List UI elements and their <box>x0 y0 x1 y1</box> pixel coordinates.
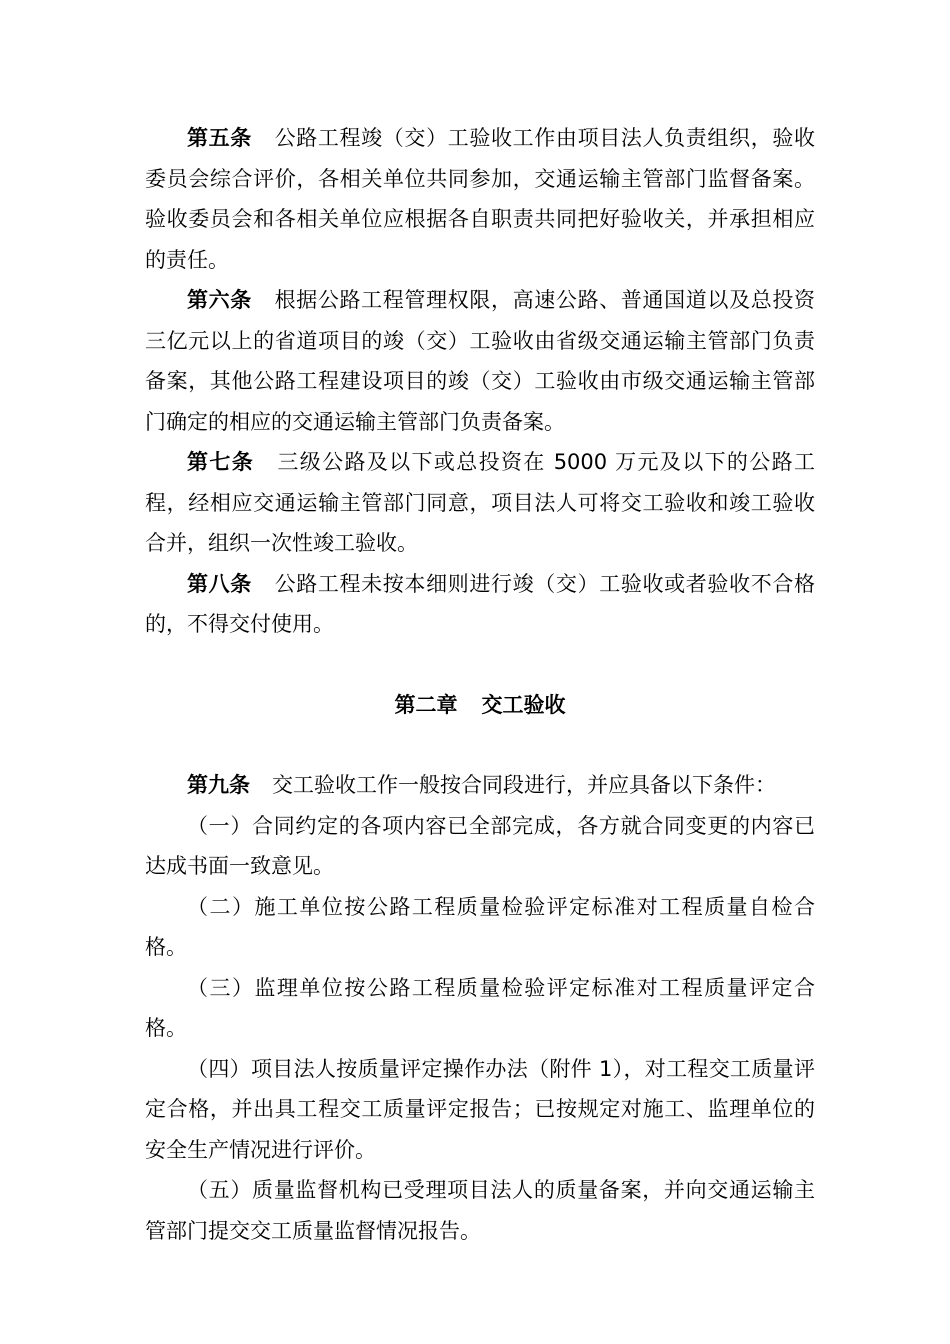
article-text: 交工验收工作一般按合同段进行，并应具备以下条件： <box>272 773 776 797</box>
chapter-heading <box>145 645 815 766</box>
article-8 <box>145 564 815 645</box>
condition-item: （三）监理单位按公路工程质量检验评定标准对工程质量评定合格。 <box>145 975 815 1040</box>
article-text: 公路工程未按本细则进行竣（交）工验收或者验收不合格的，不得交付使用。 <box>145 571 816 636</box>
condition-item: （五）质量监督机构已受理项目法人的质量备案，并向交通运输主管部门提交交工质量监督情况报告。 <box>145 1178 815 1243</box>
article-label: 第八条 <box>187 571 252 596</box>
condition-item: （一）合同约定的各项内容已全部完成，各方就合同变更的内容已达成书面一致意见。 <box>145 813 815 878</box>
article-5 <box>145 118 815 280</box>
article-label: 第七条 <box>187 450 255 474</box>
condition-item: （二）施工单位按公路工程质量检验评定标准对工程质量自检合格。 <box>145 894 815 959</box>
document-page <box>145 118 815 1251</box>
article-text: 根据公路工程管理权限，高速公路、普通国道以及总投资三亿元以上的省道项目的竣（交）工验收由省级交通运输主管部门负责备案，其他公路工程建设项目的竣（交）工验收由市级交通运输主管部门确定的相应的交通运输主管部门负责备案。 <box>145 288 816 434</box>
article-7 <box>145 442 815 564</box>
article-label: 第九条 <box>187 773 250 797</box>
article-label: 第六条 <box>187 288 252 312</box>
chapter-title: 交工验收 <box>481 692 566 717</box>
article-9 <box>145 765 815 806</box>
chapter-number: 第二章 <box>394 692 458 717</box>
article-6 <box>145 280 815 442</box>
condition-item: （四）项目法人按质量评定操作办法（附件 1），对工程交工质量评定合格，并出具工程交工质量评定报告；已按规定对施工、监理单位的安全生产情况进行评价。 <box>145 1056 815 1162</box>
article-text: 公路工程竣（交）工验收工作由项目法人负责组织，验收委员会综合评价，各相关单位共同参加，交通运输主管部门监督备案。验收委员会和各相关单位应根据各自职责共同把好验收关，并承担相应的责任。 <box>145 126 816 272</box>
article-text: 三级公路及以下或总投资在 5000 万元及以下的公路工程，经相应交通运输主管部门同意，项目法人可将交工验收和竣工验收合并，组织一次性竣工验收。 <box>145 450 815 555</box>
article-label: 第五条 <box>187 126 252 150</box>
